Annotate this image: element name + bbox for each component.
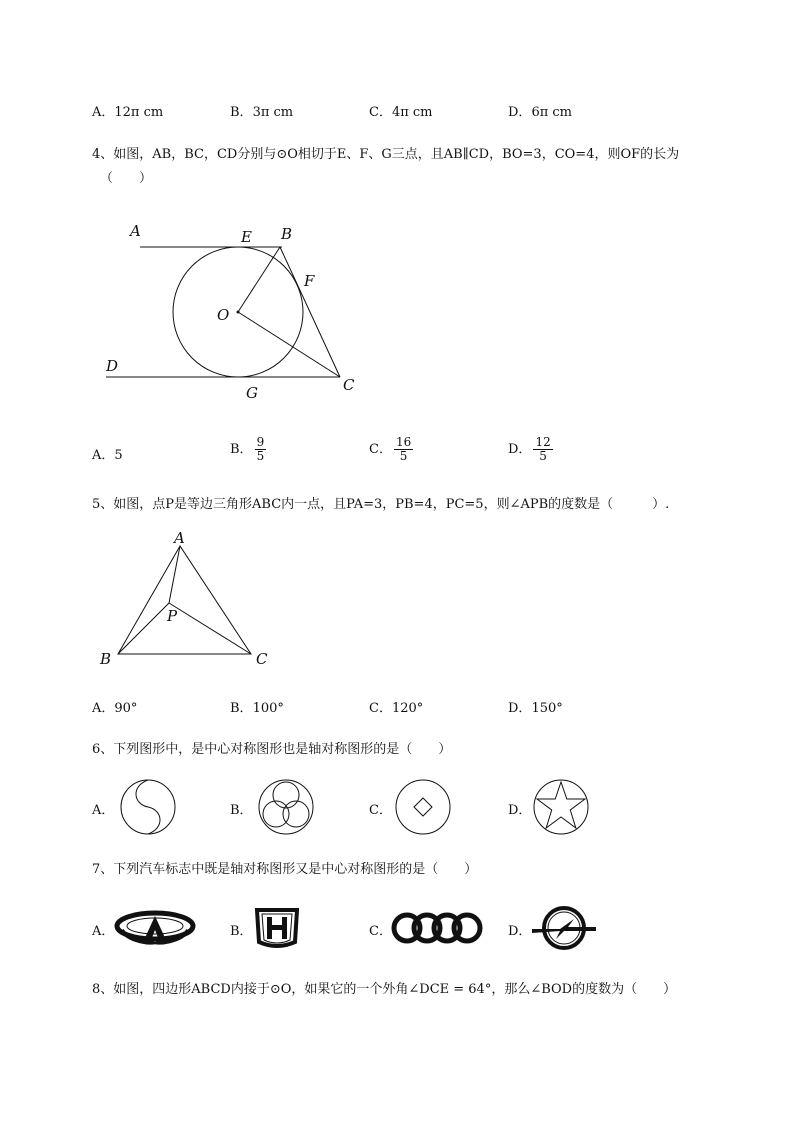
q5-option-c: C．120°	[369, 701, 424, 716]
q5-option-d: D．150°	[508, 701, 563, 716]
q3-option-b: B．3π cm	[230, 105, 294, 120]
q6-option-b-letter: B．	[230, 803, 253, 818]
q5-line-pc	[169, 603, 251, 654]
q5-option-a: A．90°	[92, 701, 138, 716]
q7-option-b-letter: B．	[230, 924, 253, 939]
q4-question-text: 4、如图，AB，BC，CD分别与⊙O相切于E、F、G三点，且AB∥CD，BO=3，CO=4，则OF的长为	[92, 147, 680, 162]
q5-option-b: B．100°	[230, 701, 284, 716]
q5-question-text: 5、如图，点P是等边三角形ABC内一点，且PA=3，PB=4，PC=5，则∠APB的度数是（ ）.	[92, 497, 670, 512]
q5-label-a: A	[174, 529, 185, 547]
q3-option-c: C．4π cm	[369, 105, 433, 120]
q4-answer-blank: （ ）	[100, 171, 153, 186]
q4-label-f: F	[304, 272, 315, 290]
q5-line-pa	[169, 546, 180, 603]
q8-question-text: 8、如图，四边形ABCD内接于⊙O，如果它的一个外角∠DCE = 64°，那么∠BOD的度数为（ ）	[92, 982, 677, 997]
infiniti-logo-icon	[114, 906, 198, 950]
q4-label-a: A	[130, 222, 141, 240]
star-in-circle-icon	[532, 778, 590, 836]
q4-label-e: E	[241, 228, 252, 246]
q6-question-text: 6、下列图形中，是中心对称图形也是轴对称图形的是（ ）	[92, 742, 452, 757]
q4-option-a: A．5	[92, 448, 123, 463]
yin-yang-curve-icon	[119, 778, 177, 836]
three-petal-circles-icon	[257, 778, 315, 836]
q4-label-o: O	[217, 306, 230, 324]
q7-option-c-letter: C．	[369, 924, 392, 939]
q6-option-a-letter: A．	[92, 803, 115, 818]
q7-option-d-letter: D．	[508, 924, 532, 939]
q5-label-p: P	[167, 607, 178, 625]
honda-logo-icon	[253, 906, 301, 950]
q4-label-b: B	[281, 225, 293, 243]
diamond-in-circle-icon	[394, 778, 452, 836]
q3-option-d: D．6π cm	[508, 105, 572, 120]
q7-question-text: 7、下列汽车标志中既是轴对称图形又是中心对称图形的是（ ）	[92, 862, 478, 877]
q3-option-a: A．12π cm	[92, 105, 164, 120]
q4-label-d: D	[106, 357, 119, 375]
q4-option-d: D． $\frac{12}{5}$	[508, 435, 551, 463]
q4-option-c: C． $\frac{16}{5}$	[369, 435, 412, 463]
audi-rings-logo-icon	[392, 908, 484, 948]
q6-option-d-letter: D．	[508, 803, 532, 818]
q7-option-a-letter: A．	[92, 924, 115, 939]
q5-label-c: C	[256, 650, 268, 668]
q4-label-g: G	[246, 384, 258, 402]
q5-triangle-abc	[118, 546, 251, 654]
opel-logo-icon	[530, 903, 600, 953]
q6-option-c-letter: C．	[369, 803, 392, 818]
q4-label-c: C	[343, 376, 355, 394]
q4-option-b: B． $\frac{9}{5}$	[230, 435, 265, 463]
q5-label-b: B	[100, 650, 112, 668]
q5-line-pb	[118, 603, 169, 654]
